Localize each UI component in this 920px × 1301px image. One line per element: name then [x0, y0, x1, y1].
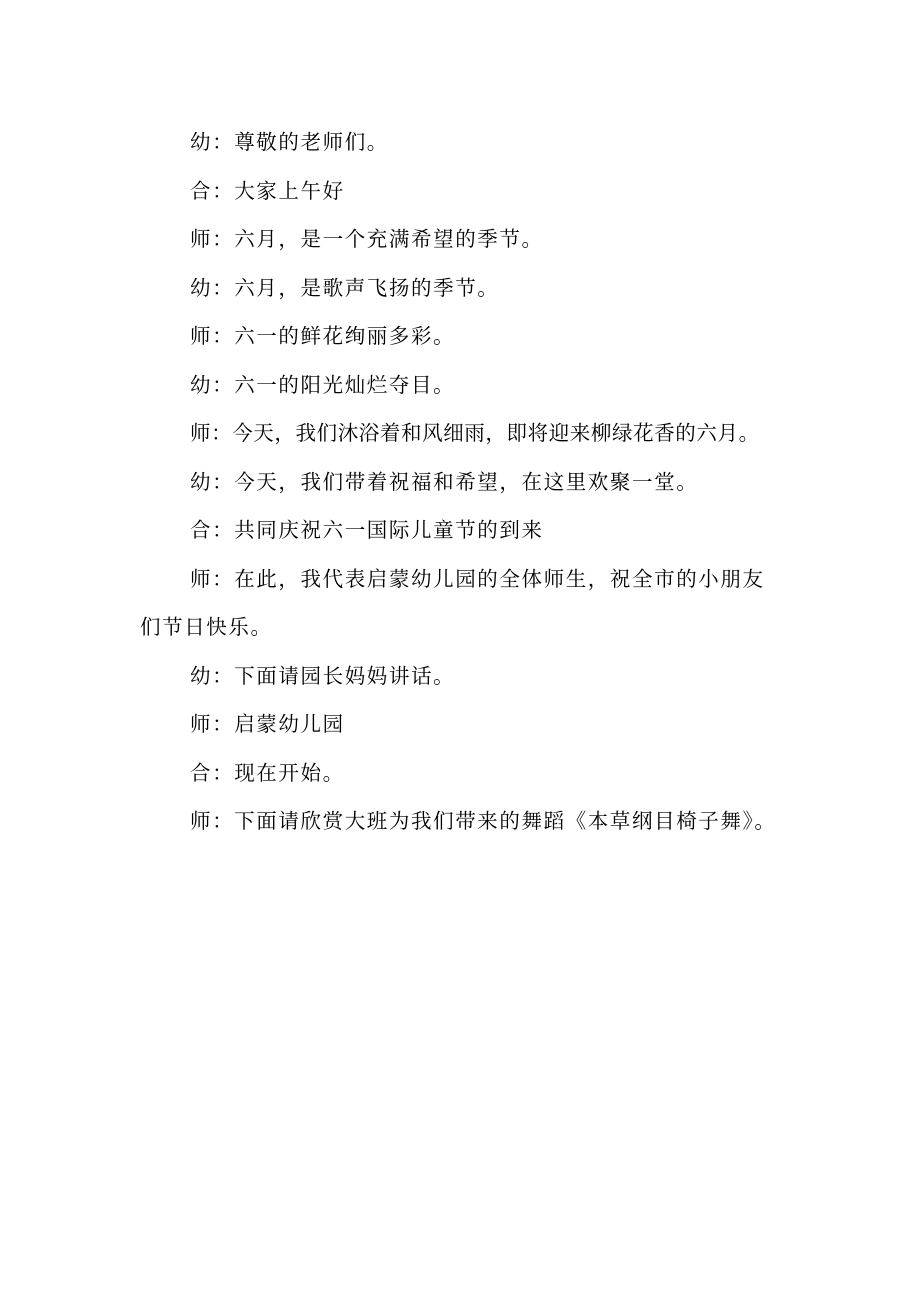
script-line: 幼：今天，我们带着祝福和希望，在这里欢聚一堂。	[190, 469, 699, 494]
script-body	[140, 118, 800, 846]
script-line: 合：共同庆祝六一国际儿童节的到来	[190, 518, 544, 542]
script-line: 师：今天，我们沐浴着和风细雨，即将迎来柳绿花香的六月。	[190, 421, 760, 445]
script-line: 师：在此，我代表启蒙幼儿园的全体师生，祝全市的小朋友们节日快乐。	[140, 566, 765, 639]
script-line: 师：六月，是一个充满希望的季节。	[190, 227, 544, 251]
script-line: 合：现在开始。	[190, 760, 345, 785]
script-line: 师：六一的鲜花绚丽多彩。	[190, 324, 456, 348]
script-line: 合：大家上午好	[190, 178, 345, 203]
script-line: 幼：六月，是歌声飞扬的季节。	[190, 275, 500, 300]
script-line: 师：下面请欣赏大班为我们带来的舞蹈《本草纲目椅子舞》。	[190, 809, 777, 833]
script-line: 师：启蒙幼儿园	[190, 712, 345, 736]
script-line: 幼：下面请园长妈妈讲话。	[190, 663, 456, 688]
script-line: 幼：尊敬的老师们。	[190, 130, 389, 154]
script-line: 幼：六一的阳光灿烂夺目。	[190, 372, 456, 397]
